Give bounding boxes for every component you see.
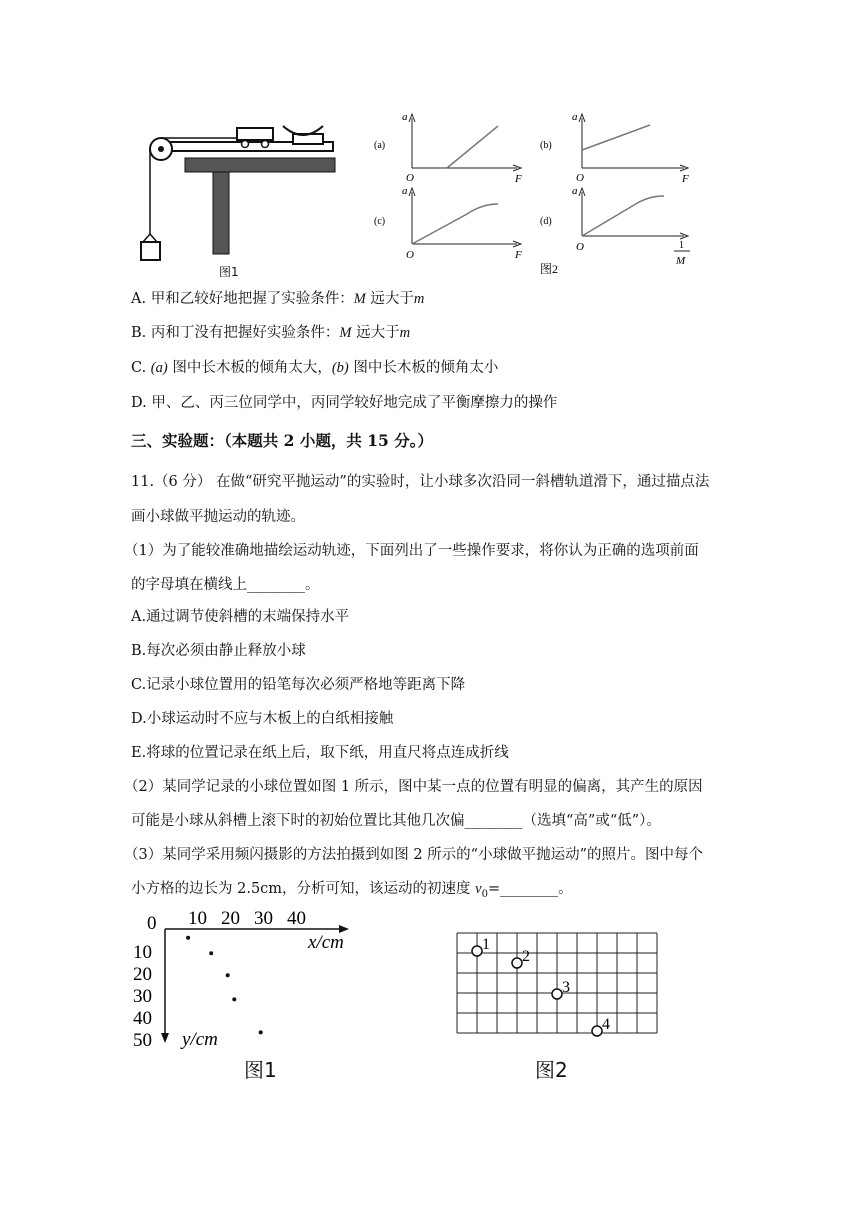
table-leg	[213, 172, 229, 254]
y-tick-label: 30	[133, 986, 152, 1007]
svg-text:O: O	[406, 172, 414, 184]
graph-c	[374, 185, 522, 261]
q11-part2-line2: 可能是小球从斜槽上滚下时的初始位置比其他几次偏________（选填“高”或“低”）。	[131, 813, 661, 829]
q11-part3-line2: 小方格的边长为 2.5cm，分析可知，该运动的初速度 $v_0=\_\_\_\_\_\_\_\_$。	[131, 881, 573, 900]
ball	[472, 946, 482, 956]
choice-e: E.将球的位置记录在纸上后，取下纸，用直尺将点连成折线	[131, 745, 509, 761]
option-d: D. 甲、乙、丙三位同学中，丙同学较好地完成了平衡摩擦力的操作	[131, 395, 558, 411]
svg-text:F: F	[515, 249, 522, 261]
option-c: C. (a) 图中长木板的倾角太大，(b) 图中长木板的倾角太小	[131, 360, 499, 376]
svg-text:1: 1	[679, 240, 684, 251]
choice-b: B.每次必须由静止释放小球	[131, 643, 306, 659]
svg-text:a: a	[402, 111, 408, 123]
option-b: B. 丙和丁没有把握好实验条件：M 远大于m	[131, 325, 411, 341]
y-tick-label: 50	[133, 1030, 152, 1051]
q11-part1-line2: 的字母填在横线上________。	[131, 577, 320, 593]
fig2-top-caption: 图2	[540, 262, 559, 276]
svg-text:O: O	[576, 241, 584, 253]
x-tick-label: 30	[254, 908, 273, 929]
svg-text:a: a	[572, 185, 578, 197]
svg-text:O: O	[576, 172, 584, 184]
q11-part1-line1: （1）为了能较准确地描绘运动轨迹，下面列出了一些操作要求，将你认为正确的选项前面	[124, 543, 699, 559]
cart	[237, 128, 273, 140]
q11-part2-line1: （2）某同学记录的小球位置如图 1 所示，图中某一点的位置有明显的偏离，其产生的原因	[124, 779, 703, 795]
q11-intro-line1: 11.（6 分） 在做“研究平抛运动”的实验时，让小球多次沿同一斜槽轨道滑下，通过描点法	[131, 474, 710, 490]
choice-a: A.通过调节使斜槽的末端保持水平	[131, 609, 350, 625]
section-heading: 三、实验题：（本题共 2 小题，共 15 分。）	[131, 431, 433, 450]
x-axis-label: x/cm	[308, 932, 344, 953]
x-tick-label: 40	[287, 908, 306, 929]
graph-d-tag: (d)	[540, 216, 552, 227]
origin-label: 0	[147, 913, 157, 934]
ball-label: 3	[562, 979, 570, 996]
trajectory-point	[232, 997, 236, 1001]
ball-label: 1	[482, 936, 490, 953]
choice-d: D.小球运动时不应与木板上的白纸相接触	[131, 711, 394, 727]
y-tick-label: 40	[133, 1008, 152, 1029]
graph-d-curve	[582, 196, 664, 236]
trajectory-point	[259, 1030, 263, 1034]
fig2-bottom-caption: 图2	[535, 1058, 568, 1082]
svg-text:a: a	[572, 111, 578, 123]
graphs-figure	[372, 110, 702, 280]
graph-a-line	[447, 126, 498, 168]
graph-a	[374, 111, 522, 185]
trajectory-point	[209, 951, 213, 955]
y-tick-label: 20	[133, 964, 152, 985]
graph-b-line	[582, 125, 650, 150]
graph-d	[540, 185, 690, 276]
ball-label: 2	[522, 948, 530, 965]
svg-text:M: M	[676, 255, 686, 267]
svg-text:O: O	[406, 249, 414, 261]
hanging-weight	[141, 242, 160, 260]
graph-b	[540, 111, 689, 185]
table-top	[185, 158, 335, 172]
graph-c-curve	[412, 204, 498, 244]
svg-text:F: F	[682, 173, 689, 185]
trajectory-point	[186, 936, 190, 940]
y-tick-label: 10	[133, 942, 152, 963]
fig1-top-caption: 图1	[219, 265, 239, 279]
choice-c: C.记录小球位置用的铅笔每次必须严格地等距离下降	[131, 677, 466, 693]
apparatus-diagram	[135, 118, 350, 280]
acceleration-graphs	[372, 110, 702, 280]
option-a: A. 甲和乙较好地把握了实验条件：M 远大于m	[131, 291, 425, 307]
graph-b-tag: (b)	[540, 140, 552, 151]
q11-intro-line2: 画小球做平抛运动的轨迹。	[131, 509, 305, 525]
photo-grid-figure	[455, 930, 665, 1040]
svg-text:F: F	[515, 173, 522, 185]
svg-text:a: a	[402, 185, 408, 197]
y-axis-label: y/cm	[182, 1029, 218, 1050]
ball-label: 4	[602, 1016, 610, 1033]
fig1-bottom-caption: 图1	[244, 1058, 277, 1082]
x-tick-label: 20	[221, 908, 240, 929]
graph-c-tag: (c)	[374, 216, 386, 227]
flash-photo-grid	[455, 930, 665, 1040]
ball	[552, 989, 562, 999]
q11-part3-line1: （3）某同学采用频闪摄影的方法拍摄到如图 2 所示的“小球做平抛运动”的照片。图中每个	[124, 847, 703, 863]
ball	[592, 1026, 602, 1036]
trajectory-point	[226, 973, 230, 977]
graph-a-tag: (a)	[374, 140, 386, 151]
x-tick-label: 10	[188, 908, 207, 929]
apparatus-figure	[135, 118, 350, 280]
ball	[512, 958, 522, 968]
